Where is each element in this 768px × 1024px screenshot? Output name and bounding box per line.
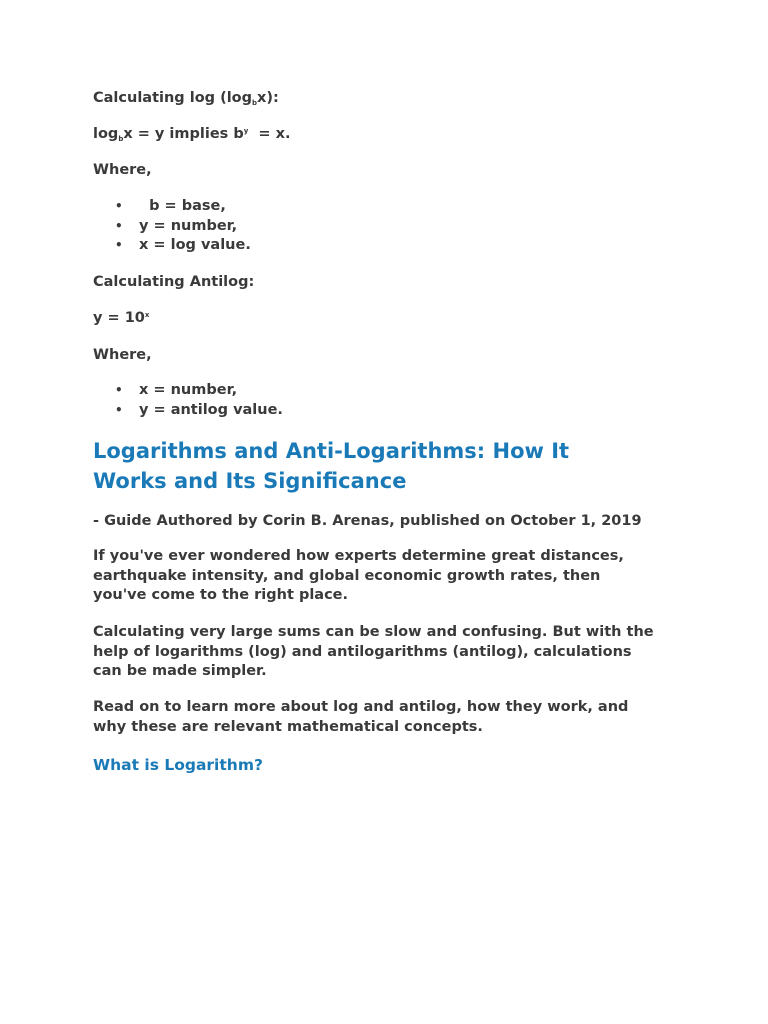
paragraph-line: earthquake intensity, and global economic growth rates, then [93,567,601,584]
log-formula-part-c: = x. [248,126,291,142]
log-formula-part-b: x = y implies b [123,126,244,142]
log-formula-subscript: b [118,135,124,143]
antilog-formula [93,308,149,330]
log-formula-superscript: y [243,127,249,135]
list-item-text: x = number, [139,382,238,398]
log-formula [93,124,290,146]
antilog-heading: Calculating Antilog: [93,274,255,290]
paragraph-line: why these are relevant mathematical concepts. [93,718,483,735]
paragraph-line: help of logarithms (log) and antilogarithms (antilog), calculations [93,643,632,660]
article-title [93,436,693,496]
list-item-text: y = number, [139,217,238,234]
article-title-line: Logarithms and Anti-Logarithms: How It [93,439,570,463]
bullet-icon: • [115,402,123,417]
log-heading-suffix: x): [257,90,279,106]
bullet-icon: • [115,383,123,397]
bullet-icon: • [115,218,123,233]
paragraph-line: Calculating very large sums can be slow and confusing. But with the [93,624,654,640]
antilog-where-label: Where, [93,347,152,363]
paragraph-line: you've come to the right place. [93,587,349,603]
list-item [93,401,283,421]
antilog-formula-superscript: x [144,311,150,319]
article-title-line: Works and Its Significance [93,469,407,493]
section-subheading: What is Logarithm? [93,756,263,774]
list-item [93,217,251,237]
list-item-text: y = antilog value. [139,401,283,418]
antilog-formula-base: y = 10 [93,310,145,326]
paragraph-line: If you've ever wondered how experts determine great distances, [93,548,624,564]
paragraph [93,547,693,606]
bullet-icon: • [115,199,123,213]
article-byline: - Guide Authored by Corin B. Arenas, published on October 1, 2019 [93,513,642,529]
log-formula-part-a: log [93,126,119,142]
paragraph-line: Read on to learn more about log and antilog, how they work, and [93,699,629,715]
paragraph-line: can be made simpler. [93,663,267,679]
paragraph [93,698,693,737]
log-where-label: Where, [93,162,152,178]
log-heading-subscript: b [252,99,258,107]
list-item [93,197,251,217]
log-heading-prefix: Calculating log (log [93,90,253,106]
list-item [93,236,251,256]
antilog-variable-list [93,381,283,420]
list-item-text: x = log value. [139,237,251,253]
list-item [93,381,283,401]
paragraph [93,623,693,682]
log-heading [93,88,279,110]
bullet-icon: • [115,238,123,252]
log-variable-list [93,197,251,256]
list-item-text: b = base, [139,198,226,214]
